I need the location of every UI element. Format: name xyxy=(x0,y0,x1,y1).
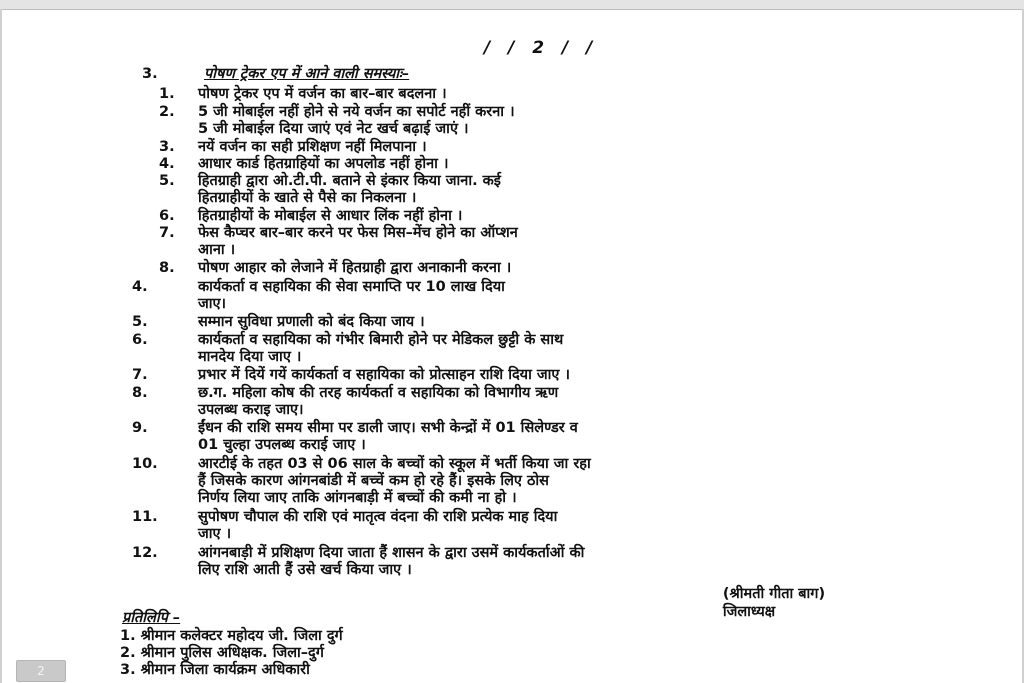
item-text: 01 चुल्हा उपलब्ध कराई जाए । xyxy=(198,437,366,453)
item-text: कार्यकर्ता व सहायिका की सेवा समाप्ति पर 10 लाख दिया xyxy=(198,279,505,295)
item-number: 11. xyxy=(132,509,158,525)
section-number: 3. xyxy=(142,66,158,82)
item-number: 12. xyxy=(132,545,158,561)
copy-recipient: 3. श्रीमान जिला कार्यक्रम अधिकारी xyxy=(120,662,310,678)
item-number: 6. xyxy=(132,332,148,348)
page-indicator-badge[interactable]: 2 xyxy=(16,660,66,682)
viewer-top-bar xyxy=(0,0,1024,10)
sub-item-number: 4. xyxy=(159,156,175,172)
item-number: 5. xyxy=(132,314,148,330)
item-text: हैं जिसके कारण आंगनबांडी में बच्चें कम हो रहे हैं। इसके लिए ठोस xyxy=(198,473,549,489)
copy-recipient: 1. श्रीमान कलेक्टर महोदय जी. जिला दुर्ग xyxy=(120,628,343,644)
item-text: जाए। xyxy=(198,296,227,312)
item-text: मानदेय दिया जाए । xyxy=(198,349,302,365)
item-number: 9. xyxy=(132,420,148,436)
item-text: उपलब्ध कराइ जाए। xyxy=(198,402,304,418)
item-text: कार्यकर्ता व सहायिका को गंभीर बिमारी होने पर मेडिकल छुट्टी के साथ xyxy=(198,332,564,348)
sub-item-text: पोषण आहार को लेजाने में हितग्राही द्वारा अनाकानी करना । xyxy=(198,260,512,276)
sub-item-text: आना । xyxy=(198,242,236,258)
sub-item-text: 5 जी मोबाईल दिया जाएं एवं नेट खर्च बढ़ाई जाएं । xyxy=(198,121,469,137)
item-text: प्रभार में दियें गयें कार्यकर्ता व सहायिका को प्रोत्साहन राशि दिया जाए । xyxy=(198,367,570,383)
item-text: आरटीई के तहत 03 से 06 साल के बच्चों को स्कूल में भर्ती किया जा रहा xyxy=(198,456,591,472)
sub-item-number: 6. xyxy=(159,208,175,224)
item-number: 4. xyxy=(132,279,148,295)
sub-item-text: नयें वर्जन का सही प्रशिक्षण नहीं मिलपाना । xyxy=(198,139,427,155)
sub-item-text: पोषण ट्रेकर एप में वर्जन का बार–बार बदलना । xyxy=(198,86,447,102)
page-number-marker: / / 2 / / xyxy=(484,38,599,58)
signatory-name: (श्रीमती गीता बाग) xyxy=(722,586,826,602)
sub-item-number: 3. xyxy=(159,139,175,155)
item-text: लिए राशि आती हैं उसे खर्च किया जाए । xyxy=(198,562,412,578)
item-text: निर्णय लिया जाए ताकि आंगनबाड़ी में बच्चों की कमी ना हो । xyxy=(198,490,517,506)
copy-recipient: 2. श्रीमान पुलिस अधिक्षक. जिला–दुर्ग xyxy=(120,645,324,661)
sub-item-text: फेस कैप्चर बार–बार करने पर फेस मिस–मेंच होने का ऑप्शन xyxy=(198,225,518,241)
sub-item-number: 8. xyxy=(159,260,175,276)
sub-item-number: 5. xyxy=(159,173,175,189)
viewer-frame-left xyxy=(0,9,2,683)
item-text: सम्मान सुविधा प्रणाली को बंद किया जाय । xyxy=(198,314,425,330)
item-text: छ.ग. महिला कोष की तरह कार्यकर्ता व सहायिका को विभागीय ऋण xyxy=(198,385,559,401)
item-number: 7. xyxy=(132,367,148,383)
item-number: 8. xyxy=(132,385,148,401)
sub-item-text: हितग्राहीयों के मोबाईल से आधार लिंक नहीं होना । xyxy=(198,208,463,224)
item-text: आंगनबाड़ी में प्रशिक्षण दिया जाता हैं शासन के द्वारा उसमें कार्यकर्ताओं की xyxy=(198,545,585,561)
item-text: सुपोषण चौपाल की राशि एवं मातृत्व वंदना की राशि प्रत्येक माह दिया xyxy=(198,509,558,525)
copy-heading: प्रतिलिपि – xyxy=(122,610,181,626)
document-page xyxy=(14,18,1008,678)
item-number: 10. xyxy=(132,456,158,472)
sub-item-text: आधार कार्ड हितग्राहियों का अपलोड नहीं होना । xyxy=(198,156,449,172)
item-text: जाए । xyxy=(198,526,232,542)
section-heading: पोषण ट्रेकर एप में आने वाली समस्याः– xyxy=(204,66,410,82)
sub-item-text: 5 जी मोबाईल नहीं होने से नये वर्जन का सपोर्ट नहीं करना । xyxy=(198,104,515,120)
sub-item-number: 2. xyxy=(159,104,175,120)
sub-item-text: हितग्राहीयों के खाते से पैसे का निकलना । xyxy=(198,190,417,206)
sub-item-number: 1. xyxy=(159,86,175,102)
sub-item-number: 7. xyxy=(159,225,175,241)
item-text: ईंधन की राशि समय सीमा पर डाली जाए। सभी केन्द्रों में 01 सिलेण्डर व xyxy=(198,420,578,436)
signatory-title: जिलाध्यक्ष xyxy=(722,604,776,620)
sub-item-text: हितग्राही द्वारा ओ.टी.पी. बताने से इंकार किया जाना. कई xyxy=(198,173,501,189)
